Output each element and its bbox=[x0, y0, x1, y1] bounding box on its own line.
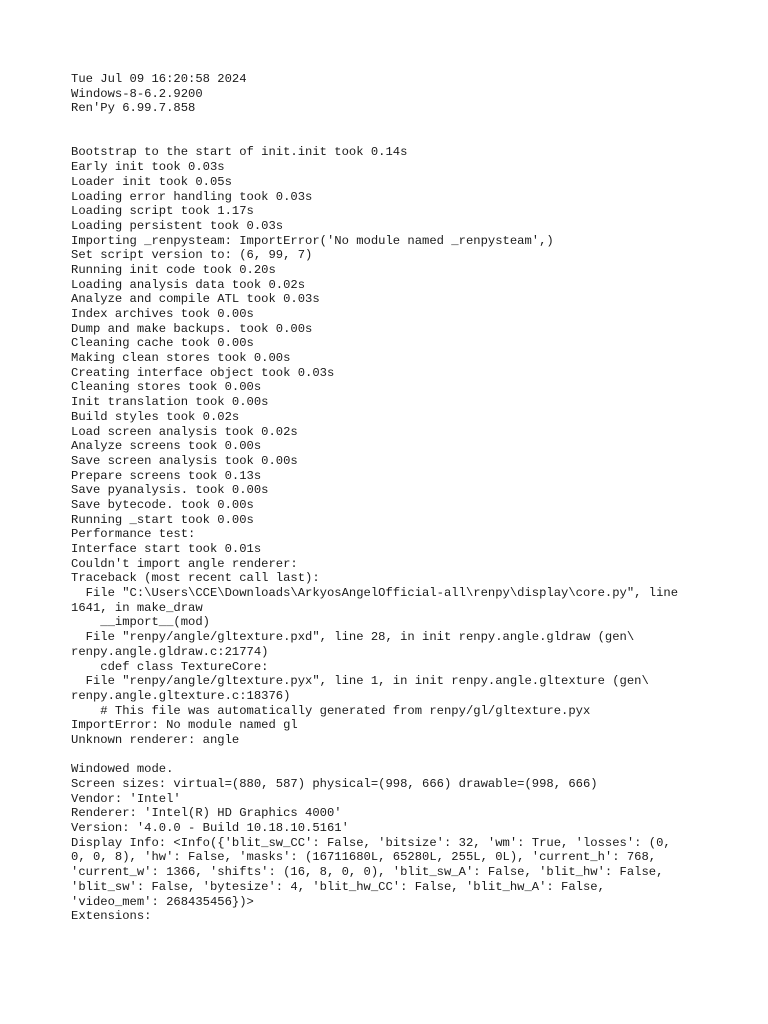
log-line: Ren'Py 6.99.7.858 bbox=[71, 101, 196, 116]
log-line: Interface start took 0.01s bbox=[71, 542, 262, 556]
log-line: Windowed mode. bbox=[71, 762, 174, 777]
log-line: Running _start took 0.00s bbox=[71, 512, 254, 527]
log-line: Making clean stores took 0.00s bbox=[71, 351, 291, 366]
log-blank-line bbox=[71, 116, 721, 131]
log-line: Couldn't import angle renderer: bbox=[71, 556, 298, 571]
log-line: 0, 0, 8), 'hw': False, 'masks': (16711680L, 65280L, 255L, 0L), 'current_h': 768, bbox=[71, 850, 657, 865]
log-line: Cleaning stores took 0.00s bbox=[71, 380, 262, 395]
log-line: Build styles took 0.02s bbox=[71, 409, 240, 424]
log-line: Analyze and compile ATL took 0.03s bbox=[71, 292, 320, 307]
log-line: 1641, in make_draw bbox=[71, 600, 203, 615]
log-line: Screen sizes: virtual=(880, 587) physical=(998, 666) drawable=(998, 666) bbox=[71, 777, 598, 791]
log-line: renpy.angle.gltexture.c:18376) bbox=[71, 688, 291, 703]
log-line: cdef class TextureCore: bbox=[71, 659, 269, 674]
log-line: Traceback (most recent call last): bbox=[71, 571, 320, 586]
log-line: ImportError: No module named gl bbox=[71, 718, 298, 733]
log-blank-line bbox=[71, 748, 721, 763]
log-line: Cleaning cache took 0.00s bbox=[71, 336, 254, 351]
log-line: Bootstrap to the start of init.init took 0.14s bbox=[71, 145, 408, 160]
log-line: Save bytecode. took 0.00s bbox=[71, 497, 254, 512]
log-line: 'current_w': 1366, 'shifts': (16, 8, 0, 0), 'blit_sw_A': False, 'blit_hw': False, bbox=[71, 865, 664, 880]
log-line: Vendor: 'Intel' bbox=[71, 791, 181, 806]
log-line: File "renpy/angle/gltexture.pyx", line 1, in init renpy.angle.gltexture (gen\ bbox=[71, 674, 649, 689]
log-document bbox=[71, 72, 721, 924]
log-line: Prepare screens took 0.13s bbox=[71, 468, 262, 483]
log-line: Loader init took 0.05s bbox=[71, 174, 232, 189]
log-line: Loading persistent took 0.03s bbox=[71, 218, 284, 233]
log-line: Unknown renderer: angle bbox=[71, 732, 240, 747]
log-line: Set script version to: (6, 99, 7) bbox=[71, 248, 313, 263]
log-line: Dump and make backups. took 0.00s bbox=[71, 321, 313, 336]
log-line: Loading error handling took 0.03s bbox=[71, 189, 313, 204]
log-line: Running init code took 0.20s bbox=[71, 262, 276, 277]
log-line: Importing _renpysteam: ImportError('No module named _renpysteam',) bbox=[71, 233, 554, 248]
log-line: File "C:\Users\CCE\Downloads\ArkyosAngelOfficial-all\renpy\display\core.py", line bbox=[71, 586, 679, 601]
log-line: # This file was automatically generated from renpy/gl/gltexture.pyx bbox=[71, 703, 591, 718]
log-line: Index archives took 0.00s bbox=[71, 307, 254, 321]
log-line: __import__(mod) bbox=[71, 615, 210, 630]
log-line: Analyze screens took 0.00s bbox=[71, 439, 262, 454]
log-line: Loading script took 1.17s bbox=[71, 204, 254, 219]
log-line: Renderer: 'Intel(R) HD Graphics 4000' bbox=[71, 806, 342, 821]
log-line: Display Info: <Info({'blit_sw_CC': False, 'bitsize': 32, 'wm': True, 'losses': (0, bbox=[71, 835, 671, 850]
log-line: Performance test: bbox=[71, 527, 196, 542]
log-line: Version: '4.0.0 - Build 10.18.10.5161' bbox=[71, 821, 349, 836]
log-line: Creating interface object took 0.03s bbox=[71, 365, 335, 380]
log-line: Load screen analysis took 0.02s bbox=[71, 424, 298, 439]
log-line: Save pyanalysis. took 0.00s bbox=[71, 483, 269, 498]
log-line: Extensions: bbox=[71, 909, 152, 924]
log-line: Save screen analysis took 0.00s bbox=[71, 453, 298, 468]
log-line: 'blit_sw': False, 'bytesize': 4, 'blit_hw_CC': False, 'blit_hw_A': False, bbox=[71, 879, 605, 894]
log-line: File "renpy/angle/gltexture.pxd", line 28, in init renpy.angle.gldraw (gen\ bbox=[71, 630, 635, 645]
log-line: 'video_mem': 268435456})> bbox=[71, 894, 254, 909]
log-line: Loading analysis data took 0.02s bbox=[71, 277, 306, 292]
log-line: renpy.angle.gldraw.c:21774) bbox=[71, 644, 269, 659]
log-line: Tue Jul 09 16:20:58 2024 bbox=[71, 72, 247, 86]
log-line: Windows-8-6.2.9200 bbox=[71, 86, 203, 101]
log-blank-line bbox=[71, 131, 721, 146]
log-line: Early init took 0.03s bbox=[71, 160, 225, 175]
log-line: Init translation took 0.00s bbox=[71, 395, 269, 410]
